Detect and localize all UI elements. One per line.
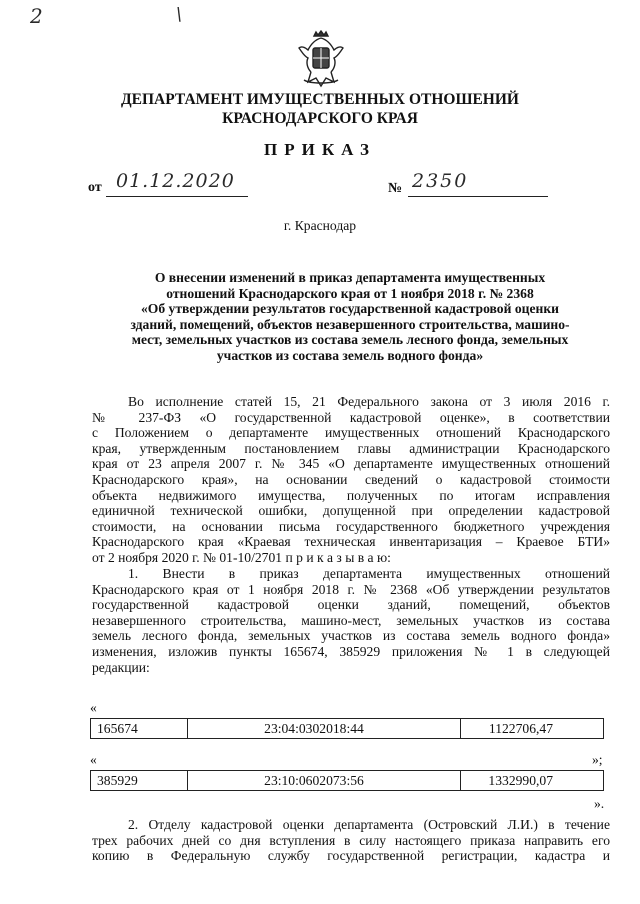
- text-line: 2. Отделу кадастровой оценки департамента (Островский Л.И.) в течение: [128, 817, 610, 832]
- text-line: Краснодарского края», на основании сведений о кадастровой стоимости: [92, 471, 610, 487]
- table-cell-number: 165674: [90, 718, 187, 739]
- text-line: земель лесного фонда, земельных участков из состава земель водного фонда»: [92, 628, 610, 644]
- department-name-line1: ДЕПАРТАМЕНТ ИМУЩЕСТВЕННЫХ ОТНОШЕНИЙ: [121, 91, 519, 108]
- subject-line: участков из состава земель водного фонда»: [216, 347, 484, 363]
- table-row: [90, 770, 604, 791]
- text-line: незавершенного строительства, машино-мест, земельных участков из состава: [92, 612, 610, 628]
- quote-close: ».: [594, 796, 605, 811]
- date-prefix: от: [88, 180, 102, 195]
- subject-line: О внесении изменений в приказ департамента имущественных: [154, 270, 546, 285]
- text-line: 1. Внести в приказ департамента имущественных отношений: [128, 566, 610, 581]
- number-value: 2350: [412, 170, 469, 192]
- table-cell-cadastral: 23:04:0302018:44: [187, 718, 440, 739]
- text-line: Краснодарского края от 1 ноября 2018 г. № 2368 «Об утверждении результатов: [92, 581, 610, 597]
- subject-line: отношений Краснодарского края от 1 ноября 2018 г. № 2368: [166, 285, 534, 301]
- handwritten-page-mark: 2: [30, 4, 43, 28]
- number-underline: [408, 196, 548, 197]
- text-line: объекта недвижимого имущества, полученных по итогам исправления: [92, 487, 610, 503]
- text-line: края, утвержденным постановлением главы администрации Краснодарского: [92, 440, 610, 456]
- table-cell-number: 385929: [90, 770, 187, 791]
- text-line: редакции:: [92, 659, 150, 675]
- krasnodar-emblem-icon: [296, 30, 346, 90]
- subject-line: «Об утверждении результатов государственной кадастровой оценки: [140, 301, 559, 317]
- text-line: № 237-ФЗ «О государственной кадастровой оценке», в соответствии: [92, 409, 610, 425]
- text-line: Краснодарского края «Краевая техническая инвентаризация – Краевое БТИ»: [92, 534, 610, 550]
- subject-line: зданий, помещений, объектов незавершенного строительства, машино-: [130, 316, 570, 332]
- department-name-line2: КРАСНОДАРСКОГО КРАЯ: [222, 110, 418, 127]
- quote-open: «: [90, 700, 97, 715]
- city: г. Краснодар: [283, 218, 357, 233]
- table-cell-value: 1122706,47: [460, 718, 604, 739]
- item-1-paragraph: [92, 566, 610, 675]
- document-title: ПРИКАЗ: [264, 140, 376, 159]
- text-line: с Положением о департаменте имущественных отношений Краснодарского: [92, 425, 610, 441]
- quote-open: «: [90, 752, 97, 767]
- item-2-paragraph: [92, 817, 610, 864]
- date-value: 01.12.2020: [116, 170, 235, 192]
- text-line: единичной технической ошибки, допущенной при определении кадастровой: [92, 503, 610, 519]
- preamble-paragraph: [92, 394, 610, 566]
- text-line: изменения, изложив пункты 165674, 385929 приложения № 1 в следующей: [92, 643, 610, 659]
- number-prefix: №: [388, 181, 403, 196]
- text-line: края от 23 апреля 2007 г. № 345 «О департаменте имущественных отношений: [92, 456, 610, 472]
- text-line: копию в Федеральную службу государственной регистрации, кадастра и: [92, 848, 610, 864]
- table-cell-value: 1332990,07: [460, 770, 604, 791]
- table-cell-gap: [440, 718, 460, 739]
- text-line: трех рабочих дней со дня вступления в силу настоящего приказа направить его: [92, 832, 610, 848]
- subject-line: мест, земельных участков из состава земель лесного фонда, земельных: [131, 332, 569, 348]
- date-underline: [106, 196, 248, 197]
- table-row: [90, 718, 604, 739]
- text-line: стоимости, на основании письма государственного бюджетного учреждения: [92, 518, 610, 534]
- text-line: государственной кадастровой оценки зданий, помещений, объектов: [92, 597, 610, 613]
- text-line: Во исполнение статей 15, 21 Федерального закона от 3 июля 2016 г.: [128, 394, 610, 409]
- quote-close: »;: [592, 752, 603, 767]
- order-subject: [100, 270, 600, 364]
- table-cell-cadastral: 23:10:0602073:56: [187, 770, 440, 791]
- text-line: от 2 ноября 2020 г. № 01-10/2701 п р и к а з ы в а ю:: [92, 549, 391, 565]
- table-cell-gap: [440, 770, 460, 791]
- handwritten-stroke: \: [176, 4, 183, 25]
